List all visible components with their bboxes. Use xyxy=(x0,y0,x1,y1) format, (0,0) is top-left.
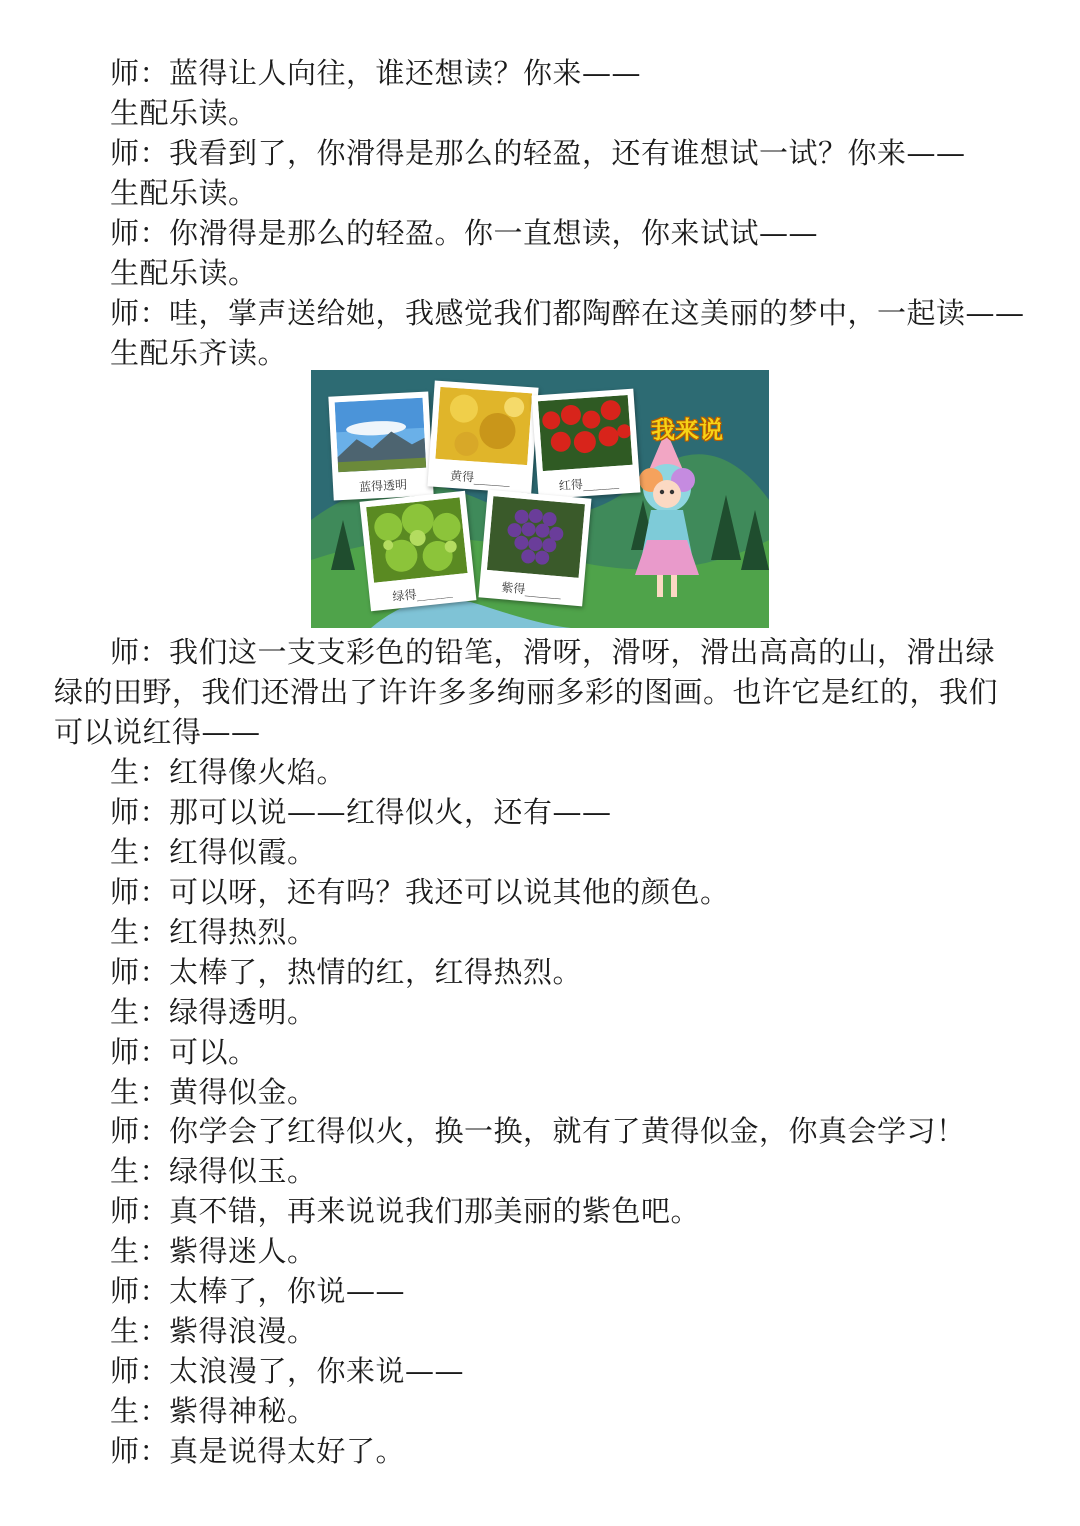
dialogue-line: 生配乐读。 xyxy=(110,176,258,210)
dialogue-line: 师：我看到了，你滑得是那么的轻盈，还有谁想试一试？你来—— xyxy=(110,136,966,170)
photo-card-yellow xyxy=(427,381,538,494)
dialogue-line: 师：太棒了，你说—— xyxy=(110,1274,406,1308)
green-plant-photo xyxy=(366,497,467,582)
paragraph-text: 师：我们这一支支彩色的铅笔，滑呀，滑呀，滑出高高的山，滑出绿绿的田野，我们还滑出了许许多多绚丽多彩的图画。也许它是红的，我们可以说红得—— xyxy=(54,635,999,749)
photo-caption: 紫得______ xyxy=(500,580,562,600)
dialogue-line: 师：你滑得是那么的轻盈。你一直想读，你来试试—— xyxy=(110,216,819,250)
dialogue-line: 生：红得似霞。 xyxy=(110,835,317,869)
photo-card-purple xyxy=(478,490,591,607)
dialogue-line: 师：你学会了红得似火，换一换，就有了黄得似金，你真会学习！ xyxy=(110,1114,966,1148)
dialogue-line: 师：那可以说——红得似火，还有—— xyxy=(110,795,612,829)
dialogue-line: 生：紫得神秘。 xyxy=(110,1394,317,1428)
dialogue-line: 师：太棒了，热情的红，红得热烈。 xyxy=(110,955,583,989)
slide-title: 我来说 xyxy=(651,416,723,444)
photo-caption: 绿得______ xyxy=(391,583,454,604)
photo-caption: 黄得______ xyxy=(449,468,511,487)
dialogue-line: 师：真不错，再来说说我们那美丽的紫色吧。 xyxy=(110,1194,701,1228)
tulip-photo xyxy=(538,395,633,471)
dialogue-line: 生：绿得似玉。 xyxy=(110,1154,317,1188)
dialogue-line: 生：紫得迷人。 xyxy=(110,1234,317,1268)
photo-caption: 蓝得透明 xyxy=(358,477,408,495)
dialogue-line: 生：红得热烈。 xyxy=(110,915,317,949)
lesson-slide-image xyxy=(311,370,769,628)
dialogue-line: 生：黄得似金。 xyxy=(110,1075,317,1109)
dialogue-line: 师：蓝得让人向往，谁还想读？你来—— xyxy=(110,56,642,90)
dialogue-line: 生配乐齐读。 xyxy=(110,336,288,370)
grape-photo xyxy=(487,496,585,578)
dialogue-line: 师：真是说得太好了。 xyxy=(110,1434,406,1468)
dialogue-line: 生配乐读。 xyxy=(110,256,258,290)
dialogue-line: 师：可以呀，还有吗？我还可以说其他的颜色。 xyxy=(110,875,730,909)
gold-photo xyxy=(435,387,532,465)
photo-caption: 红得______ xyxy=(558,474,620,493)
dialogue-line: 生配乐读。 xyxy=(110,96,258,130)
photo-card-blue xyxy=(328,391,433,500)
mountain-photo xyxy=(335,398,427,473)
dialogue-line: 师：可以。 xyxy=(110,1035,258,1069)
paragraph xyxy=(54,632,1016,752)
dialogue-line: 生：紫得浪漫。 xyxy=(110,1314,317,1348)
dialogue-line: 生：红得像火焰。 xyxy=(110,755,347,789)
dialogue-line: 生：绿得透明。 xyxy=(110,995,317,1029)
photo-card-red xyxy=(531,389,640,500)
dialogue-line: 师：哇，掌声送给她，我感觉我们都陶醉在这美丽的梦中，一起读—— xyxy=(110,296,1025,330)
dialogue-line: 师：太浪漫了，你来说—— xyxy=(110,1354,465,1388)
photo-card-green xyxy=(360,491,477,611)
